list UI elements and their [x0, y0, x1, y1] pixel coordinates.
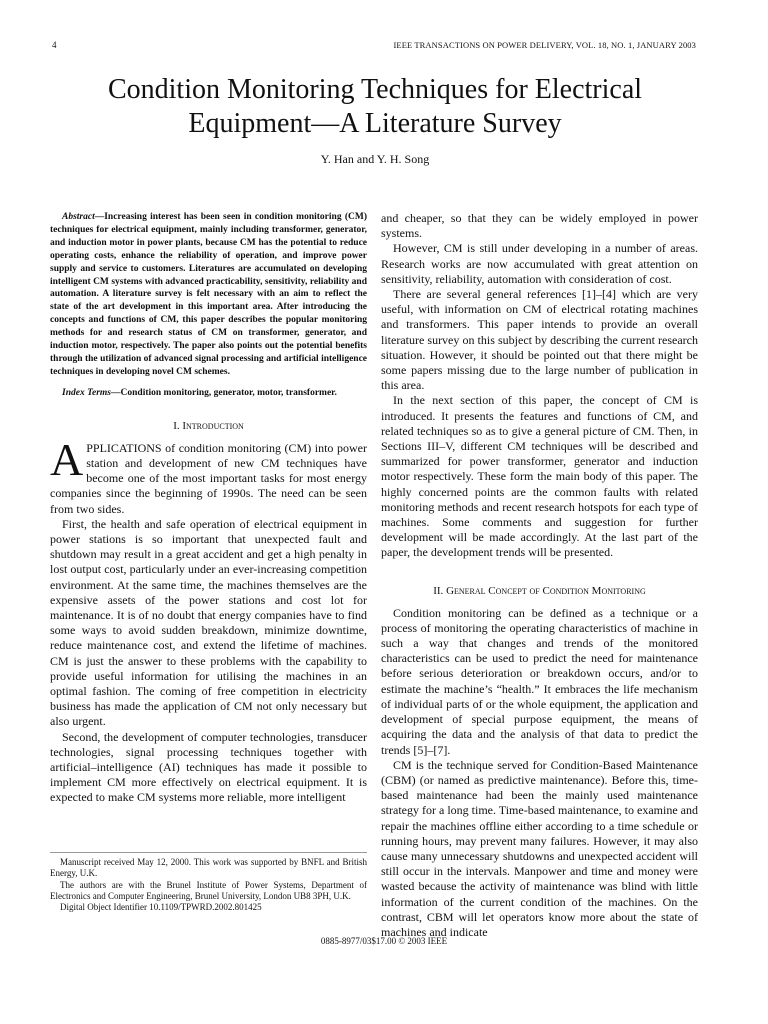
section-1-title: Introduction — [182, 419, 244, 432]
page-number: 4 — [52, 40, 57, 50]
footnote-received: Manuscript received May 12, 2000. This work was supported by BNFL and British Energy, U.K. — [50, 857, 367, 879]
section-1-heading — [50, 420, 367, 432]
footnote-affiliation: The authors are with the Brunel Institute of Power Systems, Department of Electronics and Computer Engineering, Brunel University, London UB8 3PH, U.K. — [50, 879, 367, 901]
authors: Y. Han and Y. H. Song — [320, 152, 430, 166]
abstract — [50, 211, 367, 379]
intro-paragraph-1-text: PPLICATIONS of condition monitoring (CM) into power station and development of new CM techniques have become one of the most important tasks for most energy companies since the beginning of 1990s. The need can be seen from two sides. — [50, 440, 367, 516]
cm-paragraph-1: Condition monitoring can be defined as a technique or a process of monitoring the operating characteristics of machine in such a way that changes and trends of the monitored characteristics can be used to predict the need for maintenance before serious deterioration or breakdown occurs, and/or to estimate the machine’s “health.” It embraces the life mechanism of individual parts of or the whole equipment, the application and development of special purpose equipment, the means of acquiring the data and the analysis of that data to predict the trends [5]–[7]. — [381, 605, 698, 757]
index-terms-text: —Condition monitoring, generator, motor, transformer. — [111, 387, 337, 398]
section-1-number: I. — [173, 419, 180, 432]
footnote-doi: Digital Object Identifier 10.1109/TPWRD.2002.801425 — [60, 902, 262, 913]
left-column — [50, 211, 367, 806]
intro-paragraph-3-continued: and cheaper, so that they can be widely employed in power systems. — [381, 211, 698, 241]
section-2-number: II. — [433, 584, 444, 597]
intro-paragraph-1 — [50, 433, 367, 517]
section-2-heading — [381, 585, 698, 597]
intro-paragraph-3: Second, the development of computer technologies, transducer technologies, signal processing techniques together with artificial–intelligence (AI) techniques has made it possible to implement CM more effectively on electrical equipment. It is expected to make CM systems more reliable, more intelligent — [50, 729, 367, 805]
footnote-rule — [50, 852, 367, 853]
intro-paragraph-6: In the next section of this paper, the concept of CM is introduced. It presents the features and functions of CM, and related techniques so as to give a general picture of CM. Then, in Sections III–V, different CM techniques will be described and summarized for power transformer, generator and induction motor respectively. These form the main body of this paper. The highly concerned points are the common faults with related monitoring methods and recent research hotspots for each type of machines. Some comments and suggestion for further development will be made accordingly. At the last part of the paper, the development trends will be presented. — [381, 393, 698, 560]
intro-paragraph-5: There are several general references [1]–[4] which are very useful, with information on CM of electrical rotating machines and transformers. This paper intends to provide an overall literature survey on this subject by describing the current research situation. However, it should be pointed out that there might be some papers missing due to the large number of publication in this area. — [381, 287, 698, 393]
cm-paragraph-2: CM is the technique served for Condition-Based Maintenance (CBM) (or named as predictive maintenance). Before this, time-based maintenance had been the mainly used maintenance strategy for a long time. Time-based maintenance, to examine and repair the machines offline either according to a time schedule or running hours, may prevent many failures. However, it may also cause many unnecessary shutdowns and unexpected accident will still occur in the intervals. Manpower and time and money were wasted because the activity of maintenance was blind with little information of the current condition of the machines. On the contrast, CBM will let operators know more about the state of machines and indicate — [381, 757, 698, 939]
abstract-label: Abstract — [62, 212, 95, 222]
intro-paragraph-4: However, CM is still under developing in a number of areas. Research works are now accumulated with great attention on sensitivity, reliability, automation with consideration of cost. — [381, 241, 698, 286]
title-line-1: Condition Monitoring Techniques for Electrical — [107, 74, 643, 105]
index-terms-label: Index Terms — [62, 387, 112, 398]
right-column — [381, 211, 698, 940]
drop-cap: A — [50, 433, 84, 485]
journal-header: IEEE TRANSACTIONS ON POWER DELIVERY, VOL. 18, NO. 1, JANUARY 2003 — [393, 40, 696, 50]
intro-paragraph-2: First, the health and safe operation of electrical equipment in power stations is so important that unexpected fault and shutdown may result in a great accident and get a high penalty in lost output cost, particularly under an ever-increasing competition environment. At the same time, the machines themselves are the expensive assets of the power stations and cost lot for maintenance. It is of no doubt that energy companies have to find some ways to avoid sudden breakdown, minimize downtime, reduce maintenance cost, and extend the lifetime of machines. CM is just the answer to these problems with the capability to provide useful information for utilising the machines in an optimal fashion. The coming of free competition in electricity business has made the application of CM not only necessary but also urgent. — [50, 516, 367, 729]
footnotes — [50, 852, 367, 913]
title-line-2: Equipment—A Literature Survey — [188, 108, 562, 139]
abstract-text: —Increasing interest has been seen in condition monitoring (CM) techniques for electrical equipment, mainly including transformer, generator, and induction motor in power plants, because CM has the potential to reduce operating costs, enhance the reliability of operation, and improve power supply and service to customers. Literatures are accumulated on developing intelligent CM systems with advanced practicability, sensitivity, reliability and automation. A literature survey is felt necessary with an aim to reflect the state of the art development in this important area. After introducing the concepts and functions of CM, this paper describes the popular monitoring methods for and research status of CM on transformer, generator, and induction motor, respectively. The paper also points out the potential benefits through the utilization of advanced signal processing and artificial intelligence techniques in developing novel CM schemes. — [50, 212, 367, 377]
copyright: 0885-8977/03$17.00 © 2003 IEEE — [320, 936, 448, 946]
section-2-title: General Concept of Condition Monitoring — [446, 584, 646, 597]
paper-title — [60, 73, 690, 141]
index-terms — [50, 387, 367, 400]
